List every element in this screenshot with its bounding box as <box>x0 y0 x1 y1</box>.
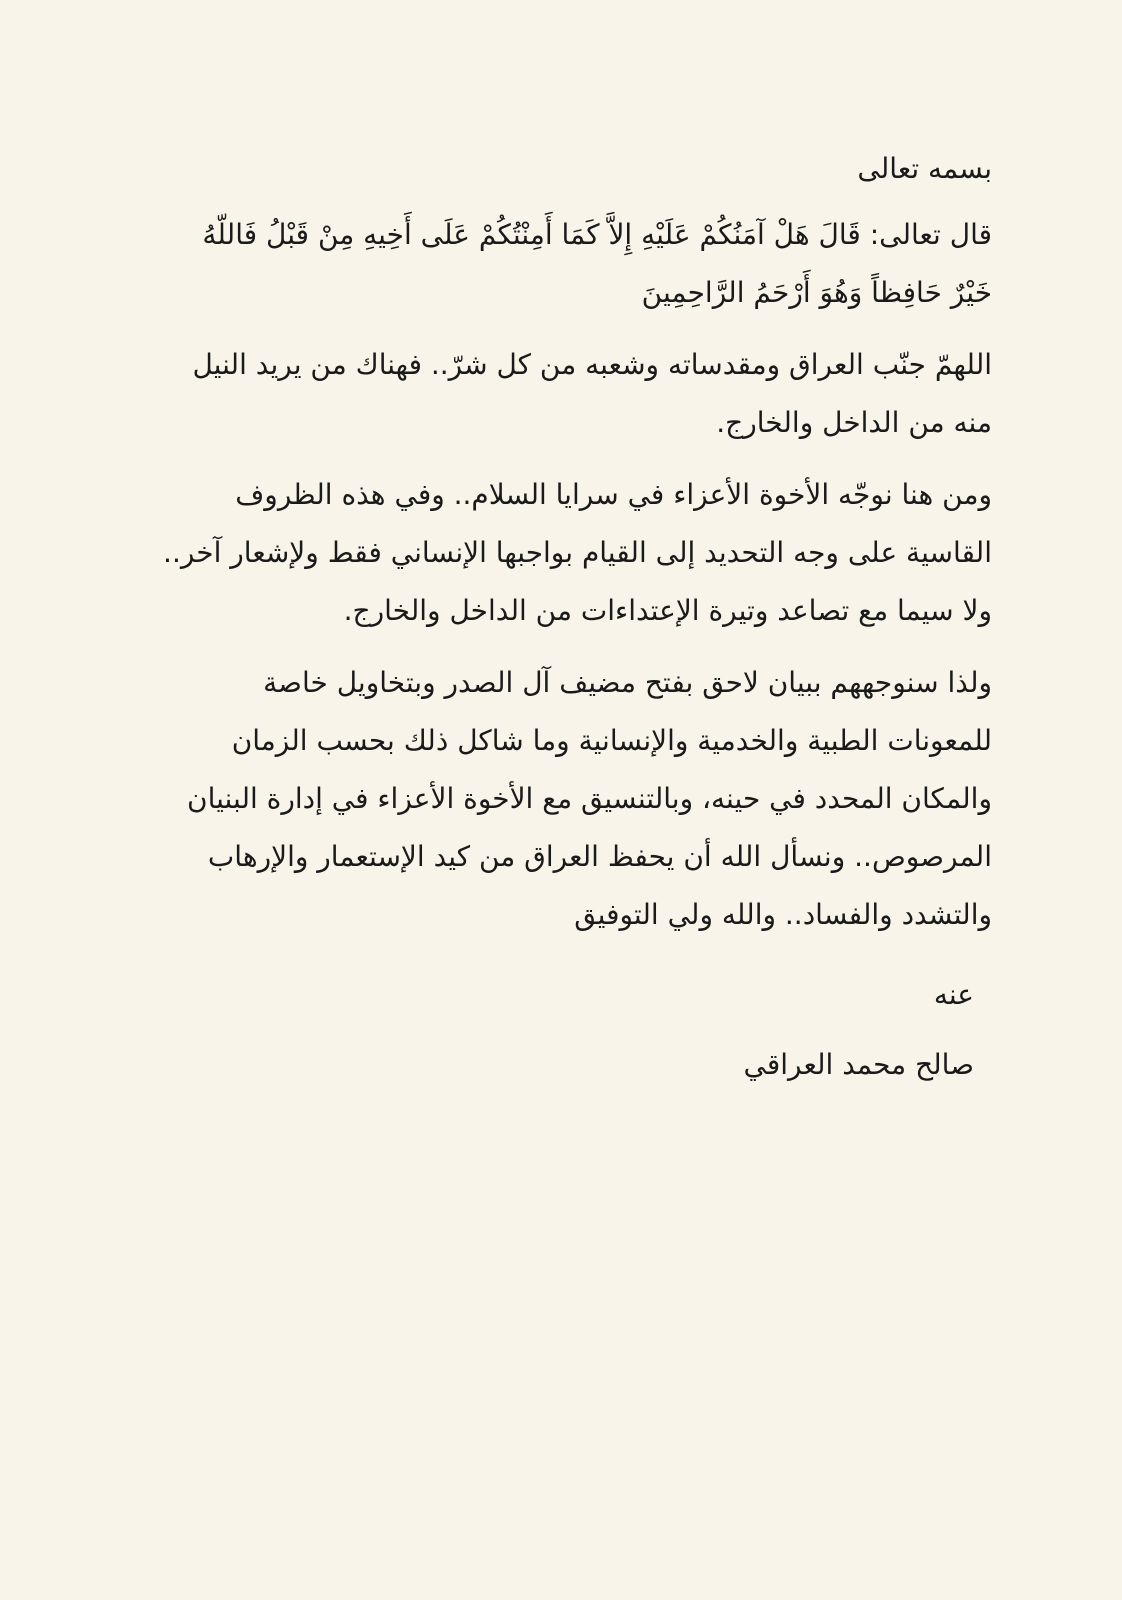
quran-verse <box>130 206 992 322</box>
paragraph-line: ولذا سنوجههم ببيان لاحق بفتح مضيف آل الصدر وبتخاويل خاصة <box>263 666 992 699</box>
verse-line: قال تعالى: قَالَ هَلْ آمَنُكُمْ عَلَيْهِ إِلاَّ كَمَا أَمِنْتُكُمْ عَلَى أَخِيهِ مِنْ قَبْلُ فَاللّهُ <box>202 218 992 251</box>
paragraph-line: والمكان المحدد في حينه، وبالتنسيق مع الأخوة الأعزاء في إدارة البنيان <box>187 782 992 815</box>
paragraph-line: منه من الداخل والخارج. <box>716 406 992 439</box>
signatory-name: صالح محمد العراقي <box>743 1048 974 1081</box>
paragraph-line: اللهمّ جنّب العراق ومقدساته وشعبه من كل شرّ.. فهناك من يريد النيل <box>192 348 992 381</box>
letter-heading: بسمه تعالى <box>857 152 992 185</box>
verse-line: خَيْرٌ حَافِظاً وَهُوَ أَرْحَمُ الرَّاحِمِينَ <box>641 276 992 309</box>
paragraph-line: القاسية على وجه التحديد إلى القيام بواجبها الإنساني فقط ولإشعار آخر.. <box>163 536 992 569</box>
paragraph-line: ولا سيما مع تصاعد وتيرة الإعتداءات من الداخل والخارج. <box>343 594 992 627</box>
paragraph-3 <box>130 654 992 944</box>
paragraph-1 <box>130 336 992 452</box>
paragraph-2 <box>130 466 992 640</box>
paragraph-line: ومن هنا نوجّه الأخوة الأعزاء في سرايا السلام.. وفي هذه الظروف <box>235 478 992 511</box>
paragraph-line: للمعونات الطبية والخدمية والإنسانية وما شاكل ذلك بحسب الزمان <box>231 724 992 757</box>
paragraph-line: المرصوص.. ونسأل الله أن يحفظ العراق من كيد الإستعمار والإرهاب <box>207 840 992 873</box>
paragraph-line: والتشدد والفساد.. والله ولي التوفيق <box>574 898 992 931</box>
on-behalf-label: عنه <box>933 978 974 1011</box>
letter-body <box>130 140 992 958</box>
signature-block <box>744 960 974 1100</box>
